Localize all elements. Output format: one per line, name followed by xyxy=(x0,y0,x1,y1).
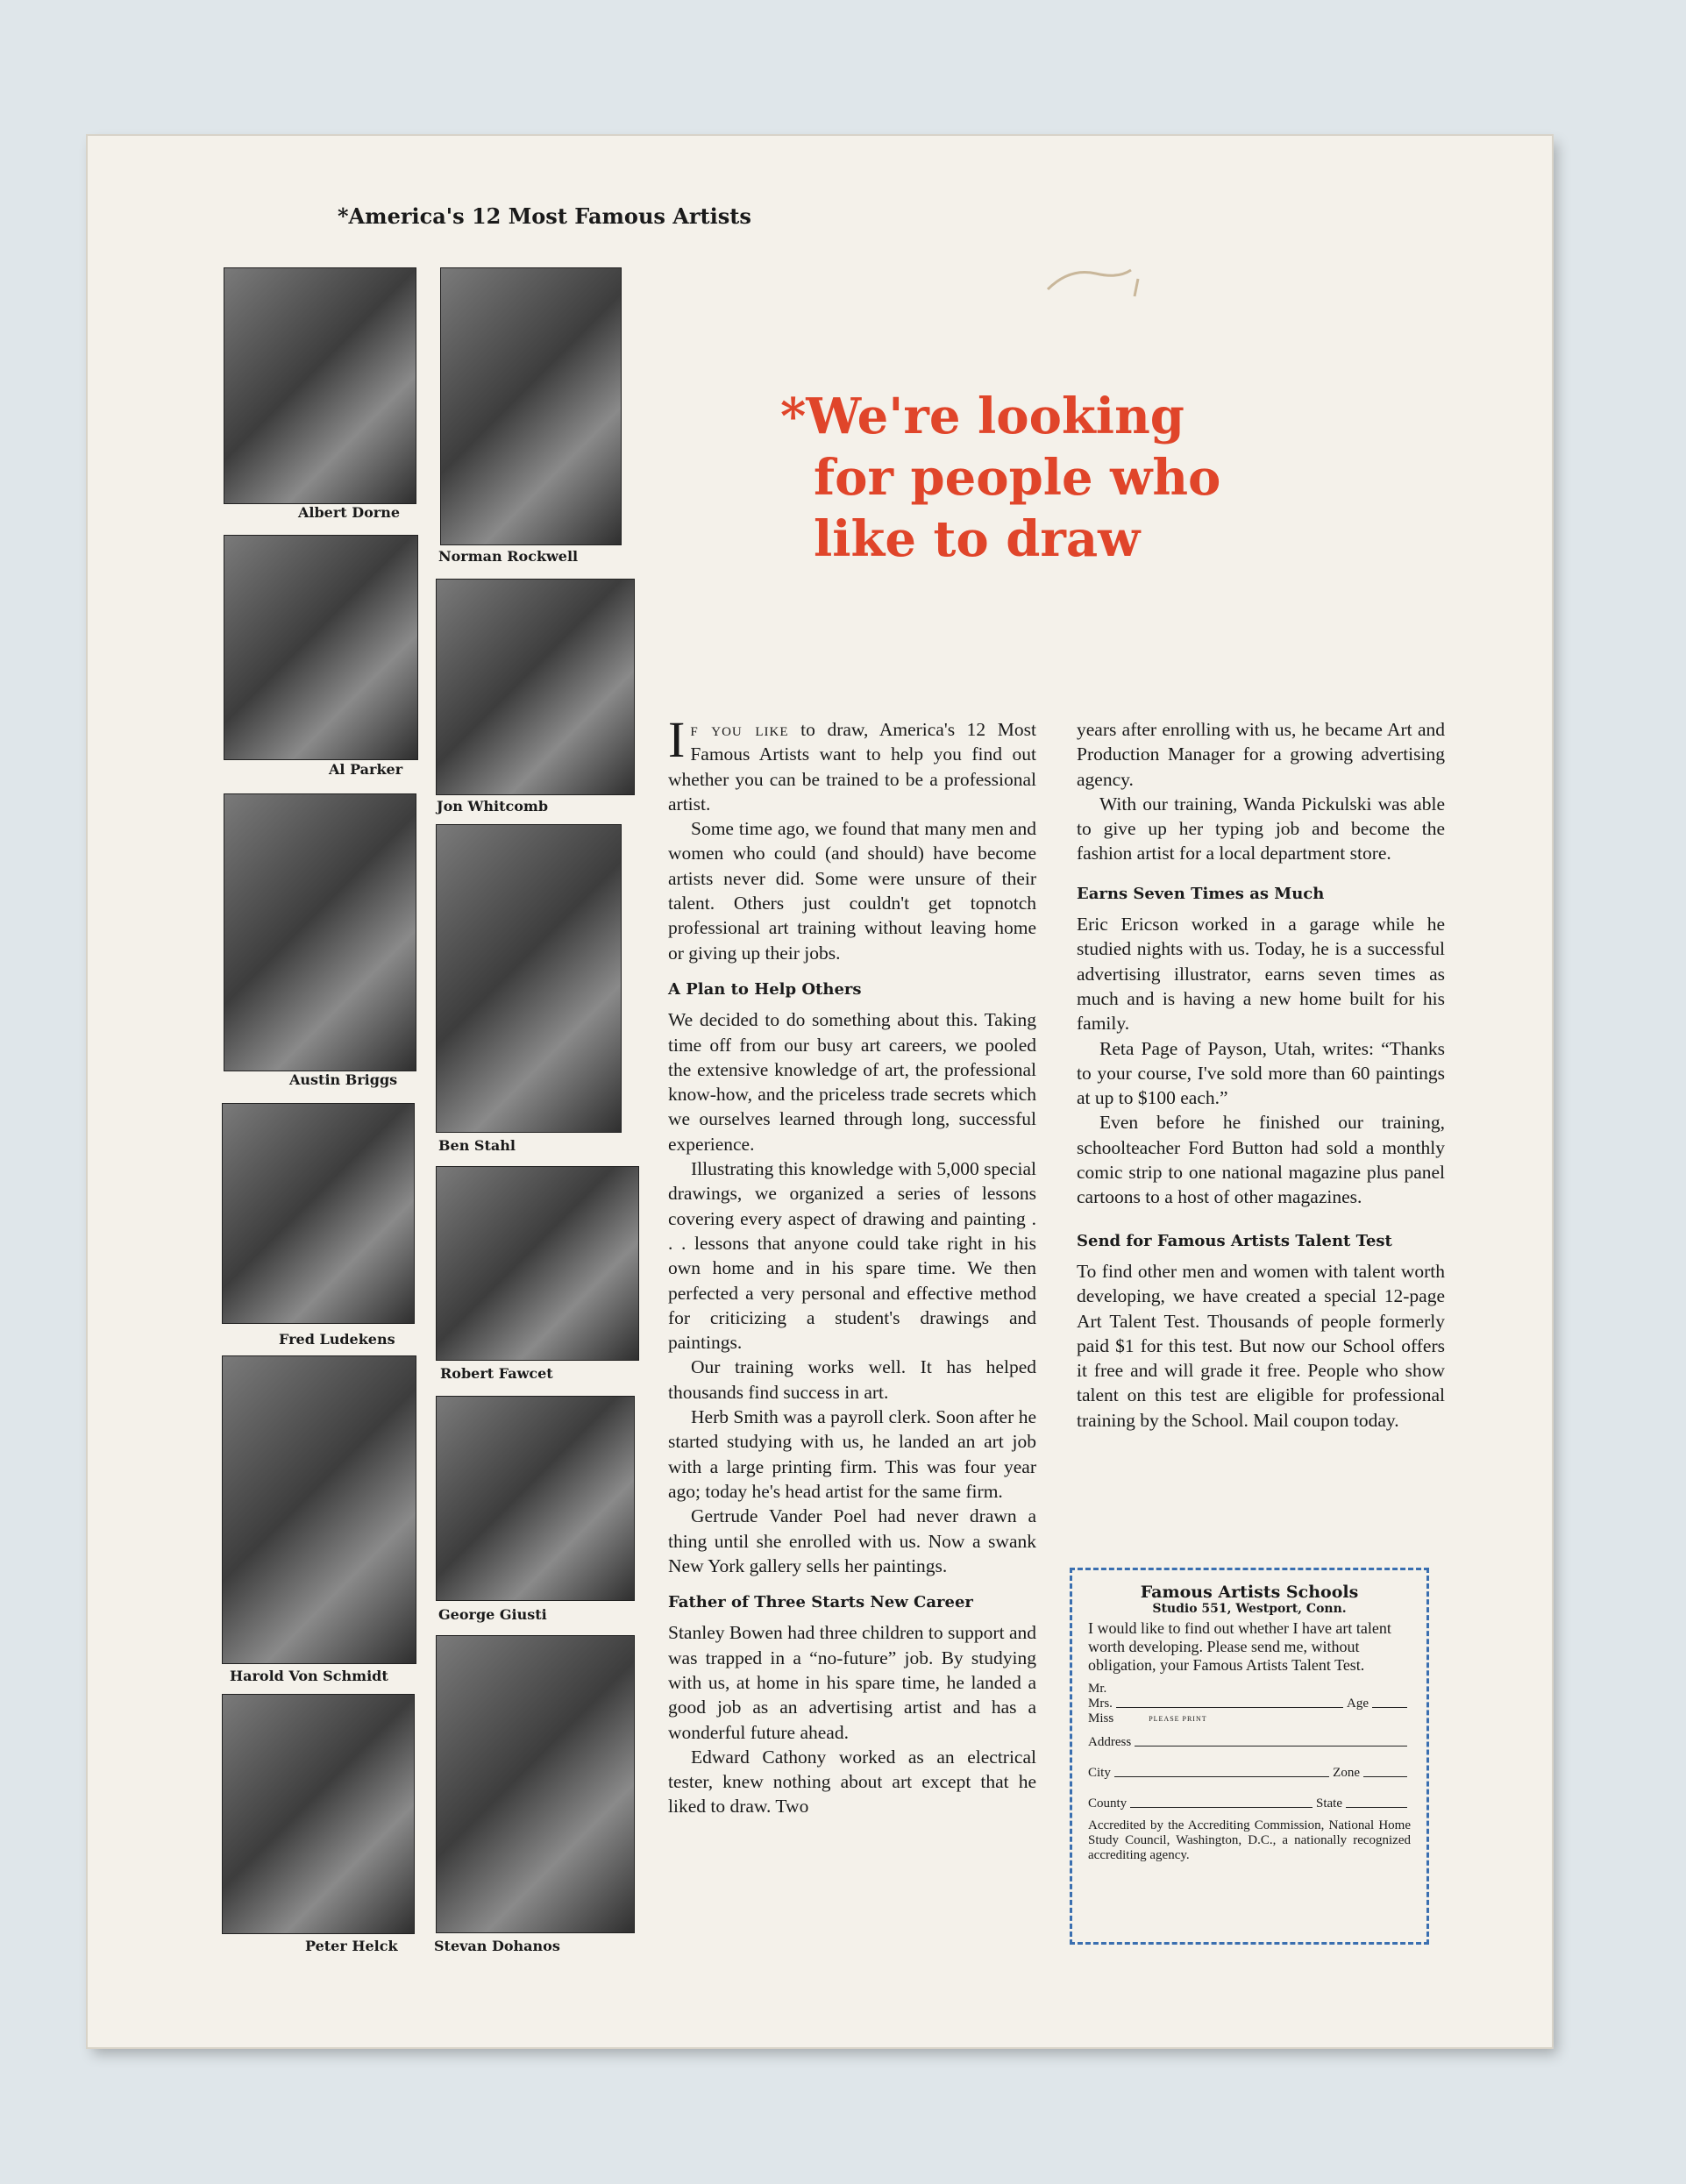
coupon-title: Famous Artists Schools xyxy=(1140,1583,1359,1602)
label-miss: Miss xyxy=(1088,1711,1114,1725)
order-coupon[interactable] xyxy=(1070,1568,1429,1945)
headline xyxy=(780,386,1220,570)
caption-ben-stahl: Ben Stahl xyxy=(438,1137,516,1154)
photo-fred-ludekens xyxy=(222,1103,415,1324)
drop-cap: I xyxy=(668,711,686,768)
county-field[interactable] xyxy=(1130,1806,1313,1808)
label-address: Address xyxy=(1088,1735,1132,1749)
label-mr: Mr. xyxy=(1088,1682,1107,1696)
paragraph: To find other men and women with talent worth developing, we have created a special 12-page Art Talent Test. Thousands of people formerly paid $1 for this test. But now our School offers it free and will grade it free. People who show talent on this test are eligible for professional training by the School. Mail coupon today. xyxy=(1077,1260,1445,1431)
intro-text: to draw, America's 12 Most Famous Artists want to help you find out whether you can be trained to be a professional artist. xyxy=(668,719,1036,815)
please-print: PLEASE PRINT xyxy=(1149,1715,1207,1723)
city-field[interactable] xyxy=(1114,1775,1329,1777)
name-field[interactable] xyxy=(1116,1706,1343,1708)
intro-smallcaps: f you like xyxy=(690,719,789,740)
caption-george-giusti: George Giusti xyxy=(438,1606,547,1623)
address-field[interactable] xyxy=(1135,1745,1407,1746)
coupon-address-row xyxy=(1088,1735,1411,1750)
headline-line-3: like to draw xyxy=(814,510,1141,568)
label-mrs: Mrs. xyxy=(1088,1697,1113,1711)
paragraph: Gertrude Vander Poel had never drawn a thing until she enrolled with us. Now a swank New York gallery sells her paintings. xyxy=(668,1505,1036,1576)
caption-harold-von-schmidt: Harold Von Schmidt xyxy=(230,1668,388,1684)
paragraph: Eric Ericson worked in a garage while he studied nights with us. Today, he is a successful advertising illustrator, earns seven times as much and is having a new home built for his family. xyxy=(1077,914,1445,1035)
photo-peter-helck xyxy=(222,1694,415,1934)
page-header: *America's 12 Most Famous Artists xyxy=(338,203,751,229)
photo-harold-von-schmidt xyxy=(222,1355,416,1664)
paragraph: Illustrating this knowledge with 5,000 special drawings, we organized a series of lessons covering every aspect of drawing and painting . . . lessons that anyone could take right in his own home and in his spare time. We then perfected a very personal and effective method for criticizing a student's drawings and paintings. xyxy=(668,1158,1036,1354)
coupon-county-row xyxy=(1088,1796,1411,1811)
paragraph: With our training, Wanda Pickulski was able to give up her typing job and become the fashion artist for a local department store. xyxy=(1077,793,1445,864)
photo-austin-briggs xyxy=(224,793,416,1071)
label-city: City xyxy=(1088,1766,1111,1780)
photo-al-parker xyxy=(224,535,418,760)
headline-line-2: for people who xyxy=(814,449,1221,507)
subhead-send: Send for Famous Artists Talent Test xyxy=(1077,1231,1392,1250)
caption-albert-dorne: Albert Dorne xyxy=(298,504,401,521)
body-column-1 xyxy=(668,711,1036,1819)
coupon-city-row xyxy=(1088,1766,1411,1781)
photo-george-giusti xyxy=(436,1396,635,1601)
label-state: State xyxy=(1316,1796,1342,1811)
caption-austin-briggs: Austin Briggs xyxy=(289,1071,398,1088)
label-age: Age xyxy=(1347,1697,1369,1711)
state-field[interactable] xyxy=(1346,1806,1407,1808)
photo-albert-dorne xyxy=(224,267,416,504)
age-field[interactable] xyxy=(1372,1706,1407,1708)
caption-norman-rockwell: Norman Rockwell xyxy=(438,548,579,565)
coupon-address: Studio 551, Westport, Conn. xyxy=(1152,1602,1347,1616)
caption-jon-whitcomb: Jon Whitcomb xyxy=(437,798,549,815)
caption-robert-fawcet: Robert Fawcet xyxy=(440,1365,553,1382)
paragraph-intro xyxy=(668,711,1036,816)
subhead-earns: Earns Seven Times as Much xyxy=(1077,884,1325,903)
photo-norman-rockwell xyxy=(440,267,622,545)
caption-peter-helck: Peter Helck xyxy=(305,1938,398,1954)
paragraph: Herb Smith was a payroll clerk. Soon after he started studying with us, he landed an art job with a large printing firm. This was four year ago; today he's head artist for the same firm. xyxy=(668,1406,1036,1502)
paragraph: Our training works well. It has helped thousands find success in art. xyxy=(668,1356,1036,1403)
photo-jon-whitcomb xyxy=(436,579,635,795)
label-zone: Zone xyxy=(1333,1766,1360,1780)
caption-al-parker: Al Parker xyxy=(329,761,403,778)
caption-fred-ludekens: Fred Ludekens xyxy=(279,1331,395,1348)
page-stain xyxy=(1043,263,1149,298)
body-column-2 xyxy=(1077,717,1445,1433)
headline-line-1: *We're looking xyxy=(780,388,1184,445)
paragraph: Edward Cathony worked as an electrical tester, knew nothing about art except that he liked to draw. Two xyxy=(668,1746,1036,1818)
subhead-plan: A Plan to Help Others xyxy=(668,979,862,999)
label-county: County xyxy=(1088,1796,1128,1811)
caption-stevan-dohanos: Stevan Dohanos xyxy=(434,1938,560,1954)
accreditation-note: Accredited by the Accrediting Commission, National Home Study Council, Washington, D.C., a nationally recognized accrediting agency. xyxy=(1088,1818,1411,1862)
coupon-name-row xyxy=(1088,1682,1411,1726)
paragraph: years after enrolling with us, he became Art and Production Manager for a growing advertising agency. xyxy=(1077,719,1445,790)
photo-ben-stahl xyxy=(436,824,622,1133)
zone-field[interactable] xyxy=(1363,1775,1407,1777)
photo-stevan-dohanos xyxy=(436,1635,635,1933)
subhead-father: Father of Three Starts New Career xyxy=(668,1593,973,1612)
paragraph: Some time ago, we found that many men and women who could (and should) have become artists never did. Some were unsure of their talent. Others just couldn't get topnotch professional art training without leaving home or giving up their jobs. xyxy=(668,818,1036,964)
paragraph: Stanley Bowen had three children to support and was trapped in a “no-future” job. By studying with us, at home in his spare time, he landed a good job as an advertising artist and has a wonderful future ahead. xyxy=(668,1622,1036,1743)
coupon-body: I would like to find out whether I have art talent worth developing. Please send me, without obligation, your Famous Artists Talent Test. xyxy=(1088,1619,1391,1674)
paragraph: Reta Page of Payson, Utah, writes: “Thanks to your course, I've sold more than 60 paintings at up to $100 each.” xyxy=(1077,1037,1445,1109)
photo-robert-fawcet xyxy=(436,1166,639,1361)
paragraph: We decided to do something about this. Taking time off from our busy art careers, we pooled the extensive knowledge of art, the professional know-how, and the priceless trade secrets which we ourselves learned through long, successful experience. xyxy=(668,1009,1036,1155)
paragraph: Even before he finished our training, schoolteacher Ford Button had sold a monthly comic strip to one national magazine plus panel cartoons to a host of other magazines. xyxy=(1077,1112,1445,1208)
